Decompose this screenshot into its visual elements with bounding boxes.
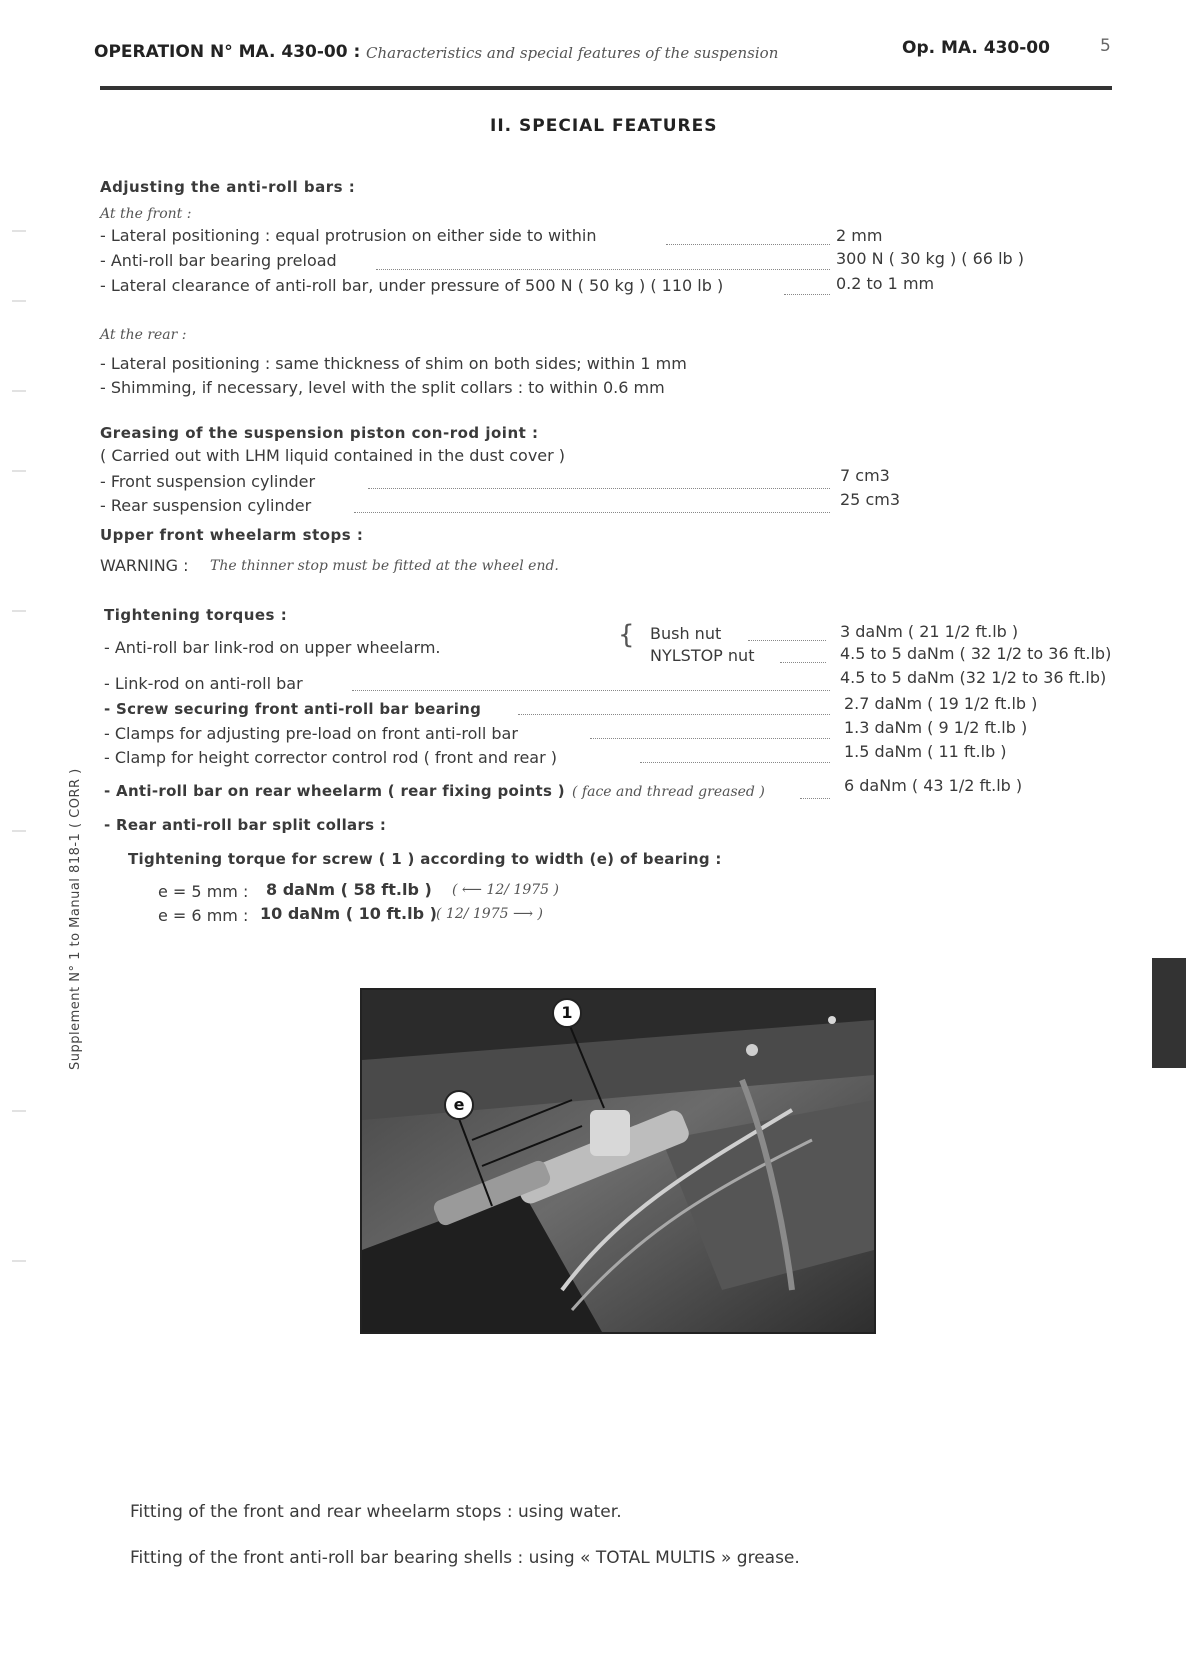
front-item-value: 300 N ( 30 kg ) ( 66 lb ) bbox=[836, 249, 1024, 268]
photo-callout-1: 1 bbox=[552, 998, 582, 1028]
bush-nut-value: 3 daNm ( 21 1/2 ft.lb ) bbox=[840, 622, 1019, 641]
footer-line-2: Fitting of the front anti-roll bar bearing shells : using « TOTAL MULTIS » grease. bbox=[130, 1548, 800, 1568]
margin-mark bbox=[12, 300, 26, 302]
dot-leader bbox=[666, 244, 830, 245]
nylstop-value: 4.5 to 5 daNm ( 32 1/2 to 36 ft.lb) bbox=[840, 644, 1112, 663]
section-title: II. SPECIAL FEATURES bbox=[490, 116, 718, 136]
torque-item-value: 1.3 daNm ( 9 1/2 ft.lb ) bbox=[844, 718, 1028, 737]
rear-label: At the rear : bbox=[100, 327, 187, 343]
e6-label: e = 6 mm : bbox=[158, 906, 249, 925]
e6-note: ( 12/ 1975 ⟶ ) bbox=[436, 906, 543, 922]
brace-top: { bbox=[618, 620, 635, 650]
rear-item: - Shimming, if necessary, level with the split collars : to within 0.6 mm bbox=[100, 378, 665, 397]
dot-leader bbox=[518, 714, 830, 715]
margin-mark bbox=[12, 830, 26, 832]
dot-leader bbox=[368, 488, 830, 489]
front-item-label: - Lateral positioning : equal protrusion on either side to within bbox=[100, 226, 597, 245]
rear-item: - Lateral positioning : same thickness of shim on both sides; within 1 mm bbox=[100, 354, 687, 373]
margin-mark bbox=[12, 230, 26, 232]
page-tab-marker bbox=[1152, 958, 1186, 1068]
footer-line-1: Fitting of the front and rear wheelarm stops : using water. bbox=[130, 1502, 622, 1522]
anti-roll-heading: Adjusting the anti-roll bars : bbox=[100, 178, 356, 196]
warning-text: The thinner stop must be fitted at the wheel end. bbox=[210, 558, 559, 574]
side-note: Supplement N° 1 to Manual 818-1 ( CORR ) bbox=[68, 768, 83, 1070]
header-operation: OPERATION N° MA. 430-00 : bbox=[94, 42, 361, 62]
front-item-value: 2 mm bbox=[836, 226, 883, 245]
front-item-label: - Lateral clearance of anti-roll bar, under pressure of 500 N ( 50 kg ) ( 110 lb ) bbox=[100, 276, 724, 295]
e5-value: 8 daNm ( 58 ft.lb ) bbox=[266, 880, 432, 899]
rear-fix-label: - Anti-roll bar on rear wheelarm ( rear fixing points ) bbox=[104, 782, 565, 800]
rear-fix-note: ( face and thread greased ) bbox=[572, 784, 765, 800]
dot-leader bbox=[800, 798, 830, 799]
stops-heading: Upper front wheelarm stops : bbox=[100, 526, 364, 544]
dot-leader bbox=[354, 512, 830, 513]
dot-leader bbox=[780, 662, 826, 663]
dot-leader bbox=[352, 690, 830, 691]
link-rod-upper-label: - Anti-roll bar link-rod on upper wheelarm. bbox=[104, 638, 441, 657]
front-item-value: 0.2 to 1 mm bbox=[836, 274, 935, 293]
greasing-item-label: - Rear suspension cylinder bbox=[100, 496, 312, 515]
dot-leader bbox=[640, 762, 830, 763]
rear-fix-value: 6 daNm ( 43 1/2 ft.lb ) bbox=[844, 776, 1023, 795]
photo-callout-e: e bbox=[444, 1090, 474, 1120]
nylstop-label: NYLSTOP nut bbox=[650, 646, 755, 665]
header-rule bbox=[100, 86, 1112, 90]
greasing-note: ( Carried out with LHM liquid contained in the dust cover ) bbox=[100, 446, 566, 465]
dot-leader bbox=[376, 269, 830, 270]
header-op-code: Op. MA. 430-00 bbox=[902, 38, 1050, 58]
front-label: At the front : bbox=[100, 206, 192, 222]
header-subject: Characteristics and special features of the suspension bbox=[366, 44, 779, 62]
screw-heading: Tightening torque for screw ( 1 ) according to width (e) of bearing : bbox=[128, 850, 722, 868]
greasing-heading: Greasing of the suspension piston con-rod joint : bbox=[100, 424, 539, 442]
margin-mark bbox=[12, 610, 26, 612]
torque-item-value: 4.5 to 5 daNm (32 1/2 to 36 ft.lb) bbox=[840, 668, 1107, 687]
torque-item-label: - Screw securing front anti-roll bar bearing bbox=[104, 700, 482, 718]
front-item-label: - Anti-roll bar bearing preload bbox=[100, 251, 337, 270]
greasing-item-value: 7 cm3 bbox=[840, 466, 890, 485]
bush-nut-label: Bush nut bbox=[650, 624, 722, 643]
torque-item-label: - Clamp for height corrector control rod ( front and rear ) bbox=[104, 748, 558, 767]
torque-item-label: - Clamps for adjusting pre-load on front anti-roll bar bbox=[104, 724, 518, 743]
margin-mark bbox=[12, 1260, 26, 1262]
greasing-item-label: - Front suspension cylinder bbox=[100, 472, 316, 491]
e5-label: e = 5 mm : bbox=[158, 882, 249, 901]
greasing-item-value: 25 cm3 bbox=[840, 490, 901, 509]
margin-mark bbox=[12, 470, 26, 472]
margin-mark bbox=[12, 390, 26, 392]
torque-item-value: 2.7 daNm ( 19 1/2 ft.lb ) bbox=[844, 694, 1038, 713]
dot-leader bbox=[784, 294, 830, 295]
dot-leader bbox=[590, 738, 830, 739]
margin-mark bbox=[12, 1110, 26, 1112]
torque-item-label: - Link-rod on anti-roll bar bbox=[104, 674, 303, 693]
e5-note: ( ⟵ 12/ 1975 ) bbox=[452, 882, 559, 898]
torques-heading: Tightening torques : bbox=[104, 606, 288, 624]
collars-label: - Rear anti-roll bar split collars : bbox=[104, 816, 387, 834]
page-number: 5 bbox=[1100, 36, 1111, 56]
dot-leader bbox=[748, 640, 826, 641]
e6-value: 10 daNm ( 10 ft.lb ) bbox=[260, 904, 437, 923]
suspension-photo-image bbox=[362, 990, 874, 1332]
suspension-photo bbox=[360, 988, 876, 1334]
torque-item-value: 1.5 daNm ( 11 ft.lb ) bbox=[844, 742, 1007, 761]
warning-label: WARNING : bbox=[100, 556, 189, 575]
